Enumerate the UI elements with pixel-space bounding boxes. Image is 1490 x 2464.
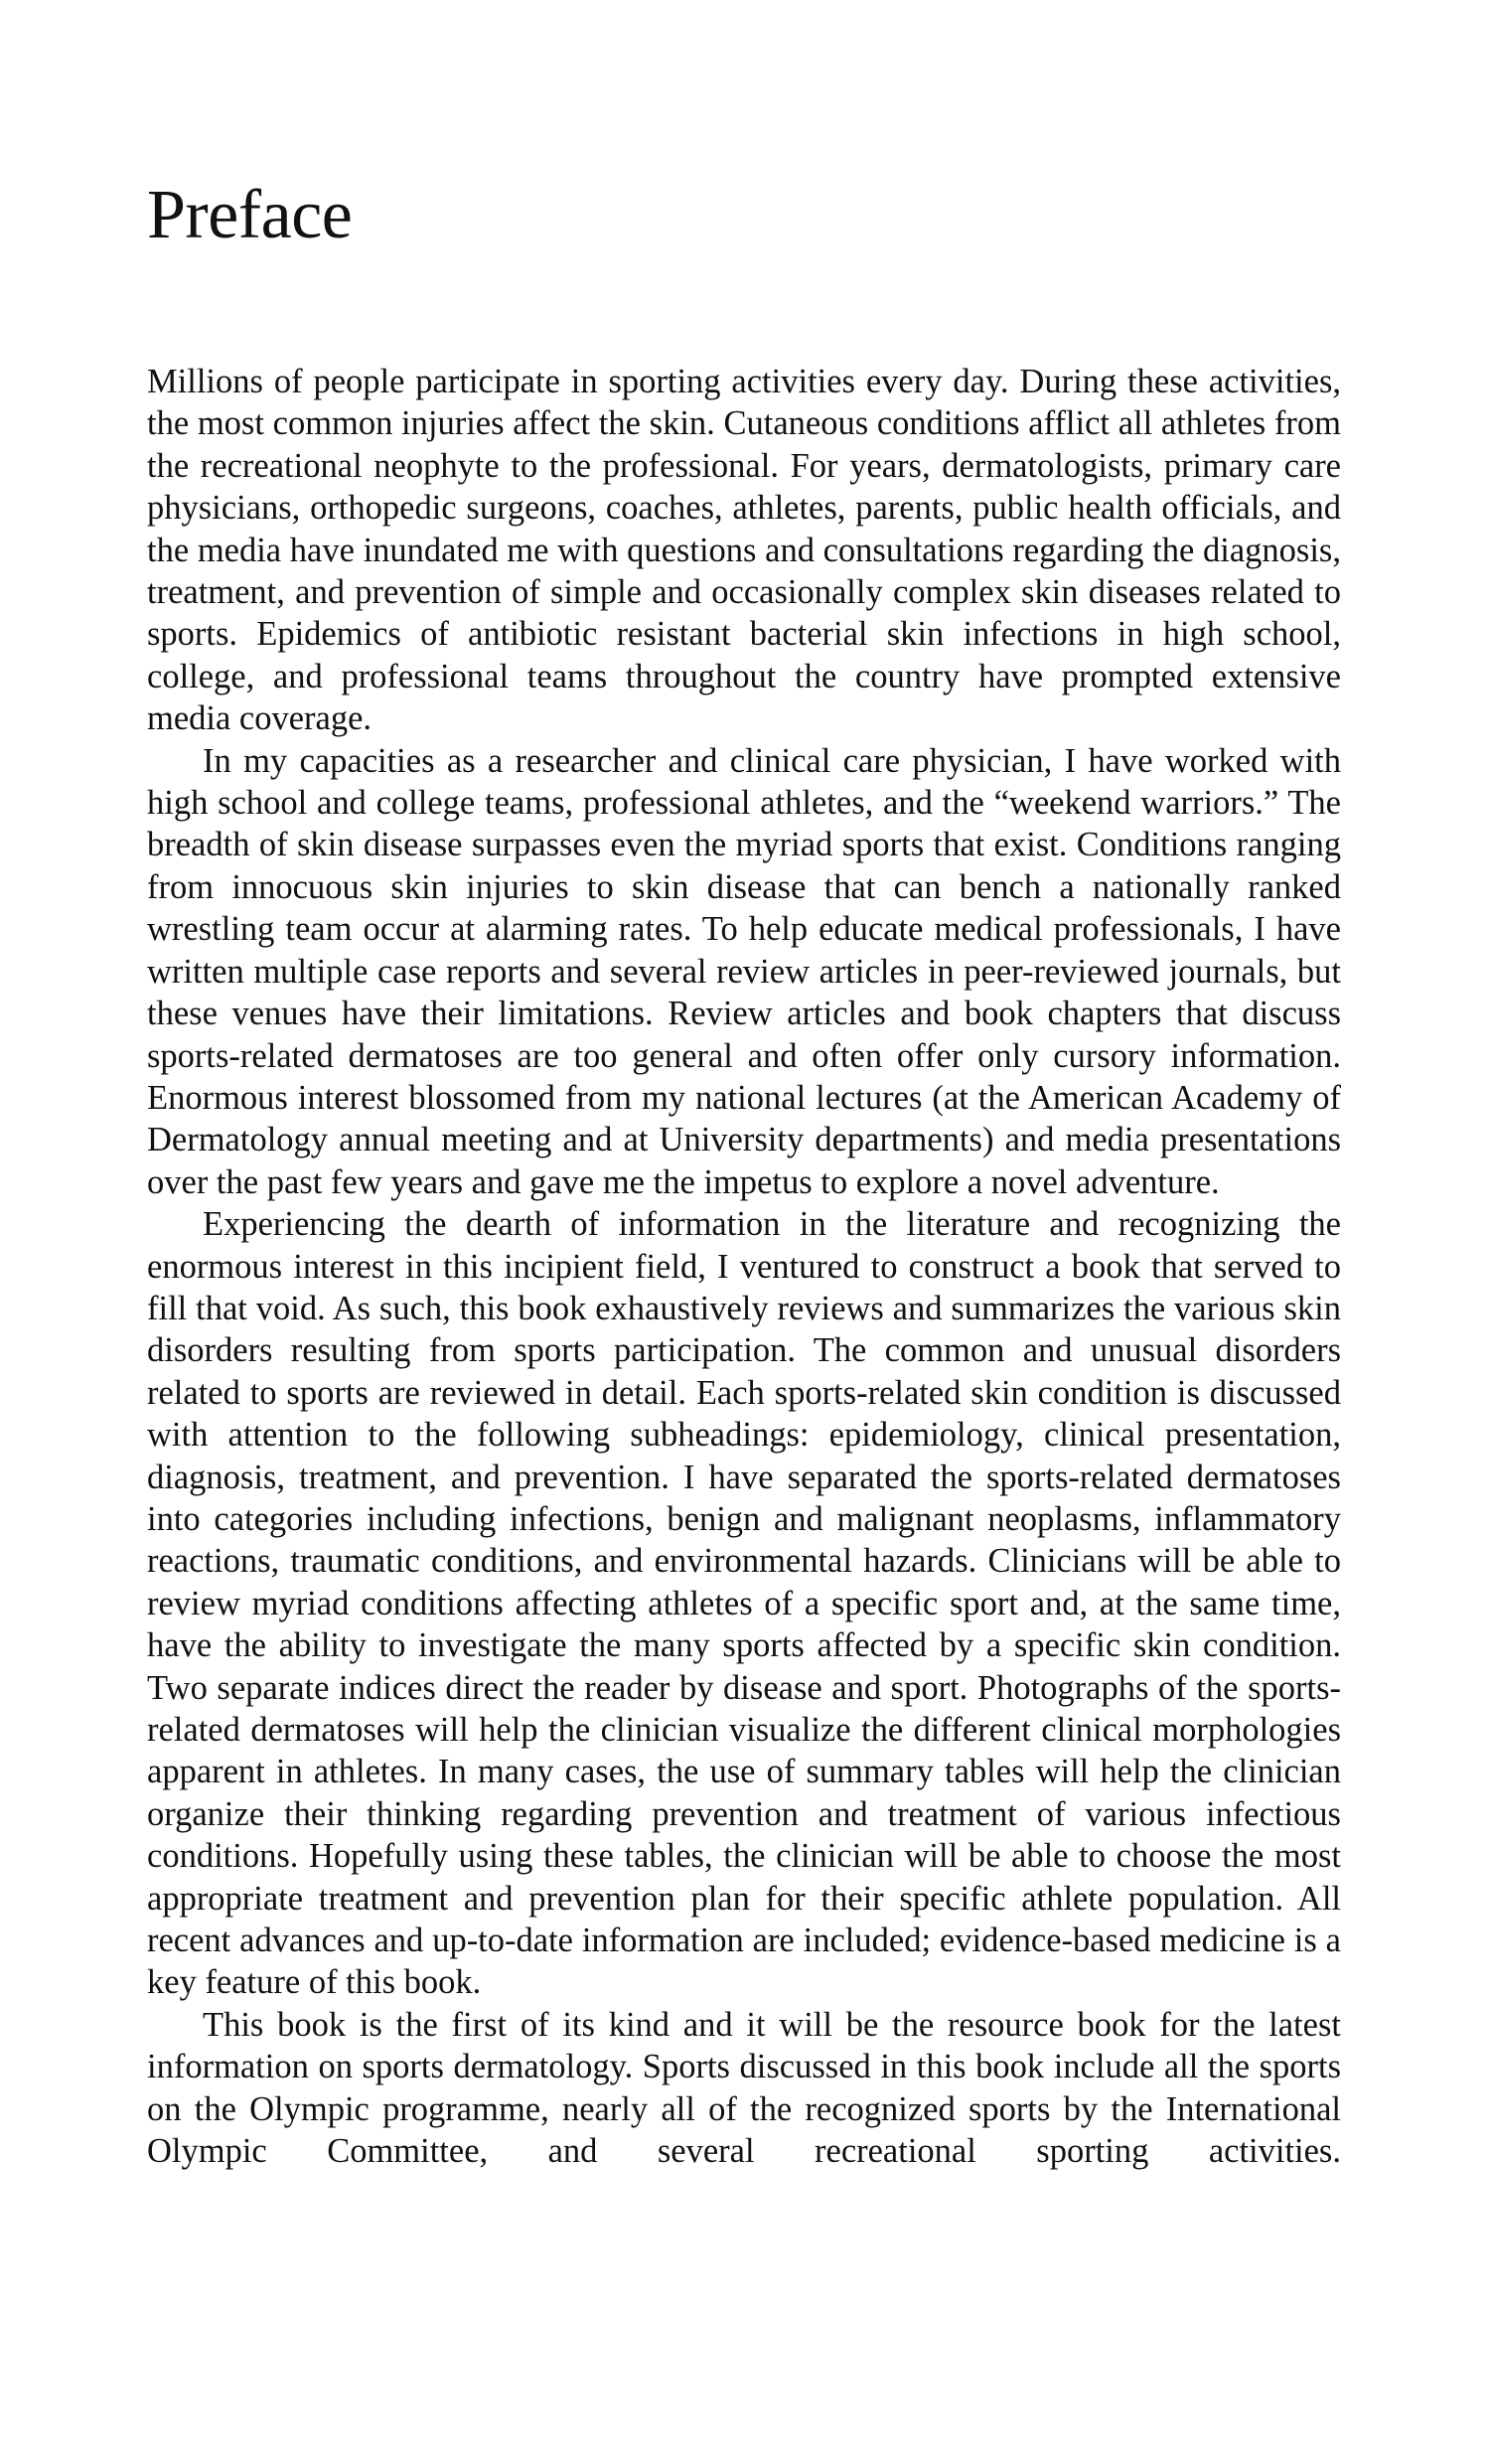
preface-body xyxy=(147,361,1341,2172)
paragraph-4: This book is the first of its kind and it will be the resource book for the latest information on sports dermatology. Sports discussed in this book include all the sports on the Olympic programme, nearly all of the recognized sports by the International Olympic Committee, and several recreational sporting activities. xyxy=(147,2005,1341,2171)
paragraph-1: Millions of people participate in sporting activities every day. During these activities, the most common injuries affect the skin. Cutaneous conditions afflict all athletes from the recreational neophyte to the professional. For years, dermatologists, primary care physicians, orthopedic surgeons, coaches, athletes, parents, public health officials, and the media have inundated me with questions and consultations regarding the diagnosis, treatment, and prevention of simple and occasionally complex skin diseases related to sports. Epidemics of antibiotic resistant bacterial skin infections in high school, college, and professional teams throughout the country have prompted extensive media coverage. xyxy=(147,363,1341,738)
paragraph-2: In my capacities as a researcher and clinical care physician, I have worked with high school and college teams, professional athletes, and the “weekend warriors.” The breadth of skin disease surpasses even the myriad sports that exist. Conditions ranging from innocuous skin injuries to skin disease that can bench a nationally ranked wrestling team occur at alarming rates. To help educate medical professionals, I have written multiple case reports and several review articles in peer-reviewed journals, but these venues have their limitations. Review articles and book chapters that discuss sports-related dermatoses are too general and often offer only cursory information. Enormous interest blossomed from my national lectures (at the American Academy of Dermatology annual meeting and at University departments) and media presentations over the past few years and gave me the impetus to explore a novel adventure. xyxy=(147,741,1341,1201)
book-page xyxy=(147,0,1341,2464)
paragraph-3: Experiencing the dearth of information in the literature and recognizing the enormous interest in this incipient field, I ventured to construct a book that served to fill that void. As such, this book exhaustively reviews and summarizes the various skin disorders resulting from sports participation. The common and unusual disorders related to sports are reviewed in detail. Each sports-related skin condition is discussed with attention to the following subheadings: epidemiology, clinical presentation, diagnosis, treatment, and prevention. I have separated the sports-related dermatoses into categories including infections, benign and malignant neoplasms, inflammatory reactions, traumatic conditions, and environmental hazards. Clinicians will be able to review myriad conditions affecting athletes of a specific sport and, at the same time, have the ability to investigate the many sports affected by a specific skin condition. Two separate indices direct the reader by disease and sport. Photographs of the sports-related dermatoses will help the clinician visualize the different clinical morphologies apparent in athletes. In many cases, the use of summary tables will help the clinician organize their thinking regarding prevention and treatment of various infectious conditions. Hopefully using these tables, the clinician will be able to choose the most appropriate treatment and prevention plan for their specific athlete population. All recent advances and up-to-date information are included; evidence-based medicine is a key feature of this book. xyxy=(147,1205,1341,2002)
page-title: Preface xyxy=(147,177,353,253)
